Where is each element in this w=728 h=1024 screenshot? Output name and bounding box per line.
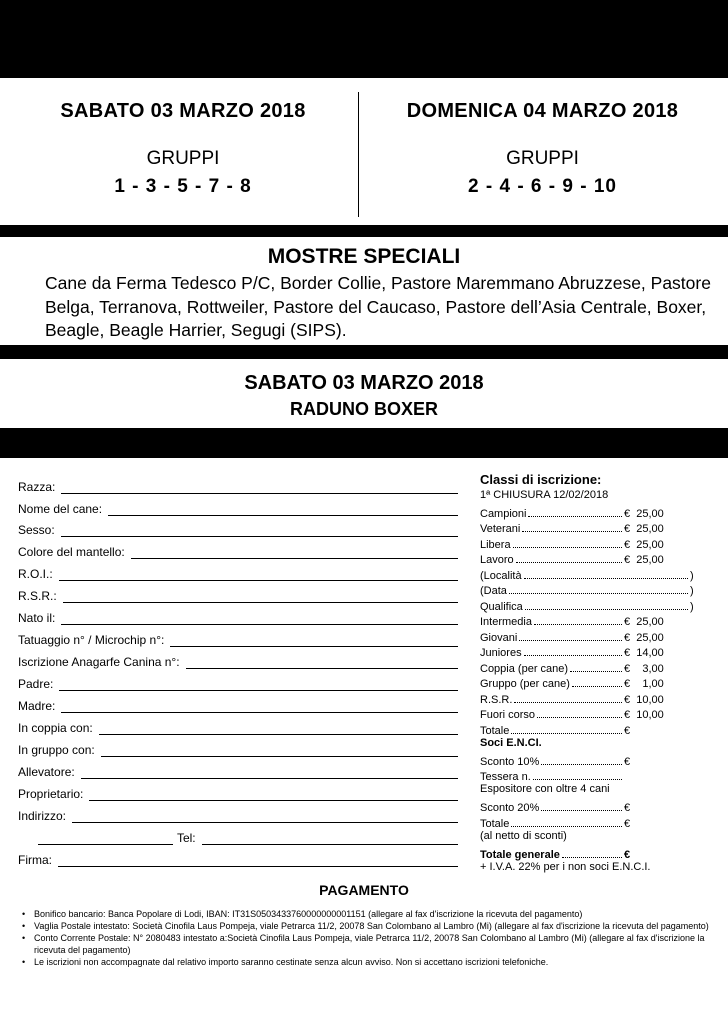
row-amount: €	[624, 802, 631, 814]
form-field[interactable]	[18, 763, 458, 779]
tel-input-line[interactable]	[202, 834, 458, 845]
row-label: (Località	[480, 569, 522, 582]
groups-label: GRUPPI	[506, 148, 579, 169]
specials-title: MOSTRE SPECIALI	[267, 245, 461, 268]
totale-generale-row	[480, 845, 696, 861]
row-label: Tessera n.	[480, 771, 531, 783]
dotted-leader[interactable]	[511, 826, 622, 827]
field-label: Iscrizione Anagarfe Canina n°:	[18, 655, 180, 669]
form-field[interactable]	[18, 829, 458, 845]
raduno-title: RADUNO BOXER	[289, 399, 438, 419]
row-amount: € 25,00	[624, 616, 664, 628]
row-amount: €	[624, 848, 631, 861]
input-line[interactable]	[61, 702, 458, 713]
dotted-leader[interactable]	[533, 779, 622, 780]
dotted-leader[interactable]	[524, 578, 688, 579]
row-amount: €	[624, 817, 631, 830]
row-amount: € 25,00	[624, 523, 664, 535]
row-label: Totale	[480, 817, 510, 830]
input-line[interactable]	[186, 658, 458, 669]
dotted-leader[interactable]	[534, 624, 622, 625]
field-label: R.O.I.:	[18, 567, 53, 581]
field-label: Sesso:	[18, 523, 55, 537]
row-label: R.S.R.	[480, 693, 513, 706]
field-label: Firma:	[18, 853, 52, 867]
dotted-leader[interactable]	[519, 640, 622, 641]
groups-label: GRUPPI	[146, 148, 220, 169]
input-line[interactable]	[72, 812, 458, 823]
input-line[interactable]	[59, 570, 458, 581]
dotted-leader[interactable]	[528, 516, 622, 517]
class-row	[480, 675, 696, 691]
class-row	[480, 659, 696, 675]
closing-date: 1ª CHIUSURA 12/02/2018	[480, 489, 609, 501]
field-label: Nome del cane:	[18, 502, 103, 516]
form-field[interactable]	[18, 521, 458, 537]
divider-band	[0, 428, 728, 458]
input-line[interactable]	[61, 526, 458, 537]
day-title-sunday: DOMENICA 04 MARZO 2018	[406, 100, 679, 122]
field-label: Nato il:	[18, 611, 56, 625]
soci-title: Soci E.N.CI.	[480, 736, 542, 749]
class-row	[480, 644, 696, 660]
input-line[interactable]	[108, 505, 458, 516]
row-label: Sconto 10%	[480, 755, 540, 768]
dotted-leader[interactable]	[525, 609, 688, 610]
class-row	[480, 814, 696, 830]
row-label: Totale	[480, 724, 510, 737]
field-label: Allevatore:	[18, 765, 75, 779]
field-label: R.S.R.:	[18, 589, 57, 603]
classes-title: Classi di iscrizione:	[480, 472, 602, 487]
row-label: Giovani	[480, 631, 518, 644]
class-row	[480, 566, 696, 582]
field-label: Colore del mantello:	[18, 545, 125, 559]
row-amount: €	[624, 755, 631, 768]
netto-label: (al netto di sconti)	[480, 829, 567, 842]
form-field[interactable]	[18, 631, 458, 647]
row-label: Veterani	[480, 523, 521, 535]
row-amount: € 25,00	[624, 554, 664, 566]
input-line[interactable]	[89, 790, 458, 801]
input-line[interactable]	[59, 680, 458, 691]
input-line[interactable]	[99, 724, 458, 735]
dotted-leader[interactable]	[516, 562, 622, 563]
payment-item: • Vaglia Postale intestato: Società Cinofila Laus Pompeja, viale Petrarca 11/2, 20078 San Colombano al Lambro (Mi) (allegare al fax d'iscrizione la ricevuta del pagamento)	[22, 920, 712, 932]
row-amount: € 14,00	[624, 647, 664, 659]
class-row	[480, 520, 696, 536]
form-field[interactable]	[18, 851, 458, 867]
form-field[interactable]	[18, 741, 458, 757]
dotted-leader[interactable]	[541, 764, 622, 765]
class-row	[480, 768, 696, 784]
payment-list	[22, 908, 712, 968]
dotted-leader[interactable]	[509, 593, 688, 594]
row-label: Juniores	[480, 647, 522, 659]
field-label: Padre:	[18, 677, 54, 691]
form-field[interactable]	[18, 785, 458, 801]
input-line[interactable]	[101, 746, 458, 757]
espositore-label: Espositore con oltre 4 cani	[480, 783, 610, 795]
form-field[interactable]	[18, 478, 458, 494]
payment-item: • Bonifico bancario: Banca Popolare di Lodi, IBAN: IT31S0503433760000000001151 (allegare al fax d'iscrizione la ricevuta del pagamento)	[22, 908, 712, 920]
dotted-leader[interactable]	[511, 733, 622, 734]
class-row	[480, 504, 696, 520]
dotted-leader[interactable]	[541, 810, 622, 811]
field-label: In gruppo con:	[18, 743, 95, 757]
groups-saturday	[28, 145, 338, 201]
form-field[interactable]	[18, 653, 458, 669]
row-amount: €	[624, 724, 631, 737]
class-row	[480, 597, 696, 613]
groups-sunday	[370, 145, 715, 201]
classes-panel	[480, 472, 696, 876]
row-label: Fuori corso	[480, 709, 536, 721]
dotted-leader[interactable]	[522, 531, 622, 532]
input-line[interactable]	[81, 768, 458, 779]
payment-item: • Le iscrizioni non accompagnate dal relativo importo saranno cestinate senza alcun avviso. Non si accettano iscrizioni telefoniche.	[22, 956, 712, 968]
form-field[interactable]	[18, 719, 458, 735]
class-row	[480, 551, 696, 567]
row-amount: € 3,00	[624, 662, 664, 675]
class-row	[480, 535, 696, 551]
row-label: Sconto 20%	[480, 802, 540, 814]
dotted-leader[interactable]	[513, 547, 622, 548]
row-amount: € 10,00	[624, 693, 664, 706]
field-label: Madre:	[18, 699, 56, 713]
input-line[interactable]	[170, 636, 458, 647]
class-row	[480, 799, 696, 815]
raduno-date: SABATO 03 MARZO 2018	[244, 372, 484, 394]
form-field[interactable]	[18, 609, 458, 625]
class-row	[480, 752, 696, 768]
row-label: Qualifica	[480, 600, 523, 613]
form-field[interactable]	[18, 500, 458, 516]
class-row	[480, 613, 696, 629]
dotted-leader[interactable]	[514, 702, 622, 703]
class-row	[480, 582, 696, 598]
class-row	[480, 628, 696, 644]
top-banner	[0, 0, 728, 78]
dotted-leader[interactable]	[524, 655, 622, 656]
row-amount: € 1,00	[624, 678, 664, 690]
row-label: (Data	[480, 585, 507, 597]
dotted-leader	[562, 857, 622, 858]
row-amount: € 25,00	[624, 631, 664, 644]
class-rows	[480, 504, 696, 737]
payment-title: PAGAMENTO	[319, 882, 409, 898]
input-line[interactable]	[131, 548, 458, 559]
row-label: Intermedia	[480, 616, 532, 628]
espositore-rows	[480, 799, 696, 830]
iva-note: + I.V.A. 22% per i non soci E.N.C.I.	[480, 860, 651, 873]
input-line[interactable]	[61, 483, 458, 494]
input-line[interactable]	[61, 614, 458, 625]
form-field[interactable]	[18, 565, 458, 581]
row-label: Totale generale	[480, 848, 560, 861]
class-row	[480, 721, 696, 737]
tel-label: Tel:	[176, 831, 196, 845]
input-line[interactable]	[38, 834, 173, 845]
row-amount: € 25,00	[624, 507, 664, 520]
class-row	[480, 690, 696, 706]
row-amount: )	[690, 600, 694, 613]
field-label: Indirizzo:	[18, 809, 67, 823]
payment-item: • Conto Corrente Postale: N° 2080483 intestato a:Società Cinofila Laus Pompeja, viale Petrarca 11/2, 20078 San Colombano al Lambro (Mi) (allegare al fax d'iscrizione la ricevuta del pagamento)	[22, 932, 712, 956]
form-field[interactable]	[18, 697, 458, 713]
form-field[interactable]	[18, 543, 458, 559]
row-label: Lavoro	[480, 554, 514, 566]
field-label: Proprietario:	[18, 787, 84, 801]
form-field[interactable]	[18, 587, 458, 603]
field-label: Tatuaggio n° / Microchip n°:	[18, 633, 165, 647]
row-label: Campioni	[480, 507, 527, 520]
row-amount: )	[690, 585, 694, 597]
row-label: Libera	[480, 538, 511, 551]
input-line[interactable]	[63, 592, 458, 603]
dotted-leader[interactable]	[572, 686, 622, 687]
dotted-leader[interactable]	[537, 717, 622, 718]
groups-numbers: 1 - 3 - 5 - 7 - 8	[114, 176, 252, 197]
form-field[interactable]	[18, 675, 458, 691]
row-label: Coppia (per cane)	[480, 662, 569, 675]
soci-rows	[480, 752, 696, 783]
day-title-saturday: SABATO 03 MARZO 2018	[60, 100, 306, 122]
class-row	[480, 706, 696, 722]
groups-numbers: 2 - 4 - 6 - 9 - 10	[468, 176, 617, 197]
row-amount: )	[690, 569, 694, 582]
field-label: Razza:	[18, 480, 56, 494]
column-divider	[358, 92, 359, 217]
row-amount: € 10,00	[624, 709, 664, 721]
row-amount: € 25,00	[624, 538, 664, 551]
field-label: In coppia con:	[18, 721, 93, 735]
divider-band	[0, 225, 728, 237]
row-label: Gruppo (per cane)	[480, 678, 570, 690]
input-line[interactable]	[58, 856, 458, 867]
divider-band	[0, 345, 728, 359]
specials-text: Cane da Ferma Tedesco P/C, Border Collie, Pastore Maremmano Abruzzese, Pastore Belga, Terranova, Rottweiler, Pastore del Caucaso, Pastore dell’Asia Centrale, Boxer, Beagle, Beagle Harrier, Segugi (SIPS).	[45, 273, 711, 340]
form-field[interactable]	[18, 807, 458, 823]
dotted-leader[interactable]	[570, 671, 622, 672]
